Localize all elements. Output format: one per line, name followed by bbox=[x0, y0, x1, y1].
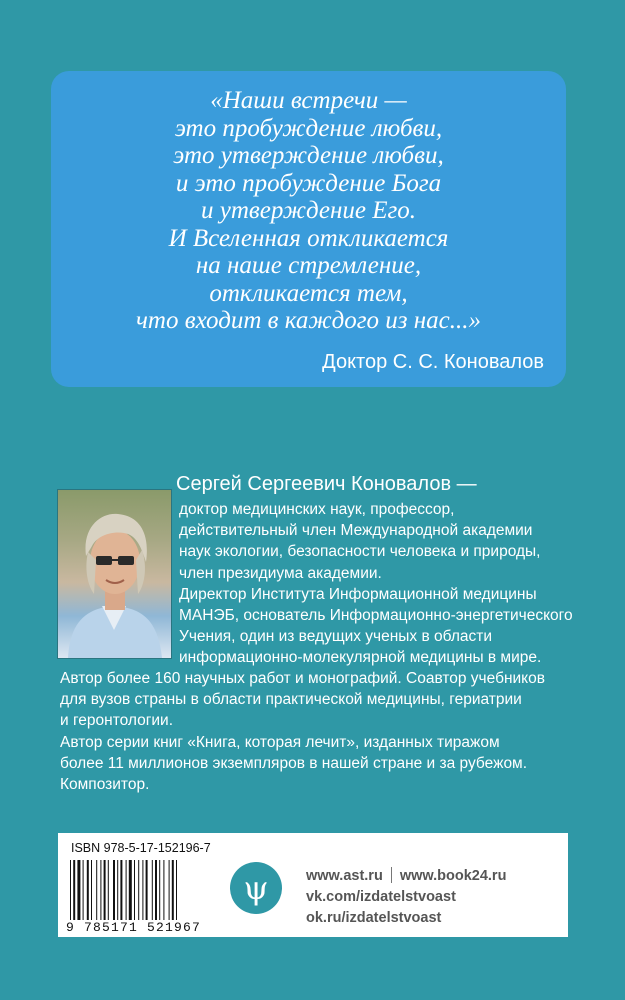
barcode-bar bbox=[163, 860, 164, 920]
barcode-bar bbox=[100, 860, 101, 920]
barcode-bar bbox=[117, 860, 118, 920]
barcode-bar bbox=[155, 860, 157, 920]
bio-line: член президиума академии. bbox=[179, 564, 382, 582]
barcode-bar bbox=[77, 860, 80, 920]
quote-line: И Вселенная откликается bbox=[168, 224, 449, 252]
quote-line: на наше стремление, bbox=[195, 252, 422, 279]
barcode-bar bbox=[83, 860, 84, 920]
link-ok[interactable]: ok.ru/izdatelstvoast bbox=[306, 910, 442, 926]
footer-band bbox=[58, 833, 568, 937]
bio-line: и геронтологии. bbox=[60, 712, 174, 730]
barcode-bar bbox=[176, 860, 177, 920]
quote-line: что входит в каждого из нас...» bbox=[135, 307, 481, 334]
bio-line: Композитор. bbox=[60, 776, 150, 794]
barcode-bar bbox=[152, 860, 153, 920]
barcode-bar bbox=[159, 860, 160, 920]
barcode-number: 9 785171 521967 bbox=[66, 920, 202, 935]
bio-line: действительный член Международной академии bbox=[179, 522, 533, 540]
quote-text bbox=[51, 87, 566, 335]
barcode-bar bbox=[96, 860, 97, 920]
quote-line: это утверждение любви, bbox=[173, 142, 444, 169]
barcode-bar bbox=[138, 860, 139, 920]
link-vk[interactable]: vk.com/izdatelstvoast bbox=[306, 889, 456, 905]
link-book24[interactable]: www.book24.ru bbox=[399, 868, 507, 884]
barcode-bar bbox=[108, 860, 109, 920]
author-name-line: Сергей Сергеевич Коновалов — bbox=[176, 473, 477, 495]
barcode-bar bbox=[134, 860, 135, 920]
bio-line: Учения, один из ведущих ученых в области bbox=[179, 628, 493, 646]
bio-line: доктор медицинских наук, профессор, bbox=[179, 501, 455, 518]
bio-line: более 11 миллионов экземпляров в нашей стране и за рубежом. bbox=[60, 754, 528, 772]
barcode-bar bbox=[91, 860, 92, 920]
bio-line: информационно-молекулярной медицины в мире. bbox=[179, 649, 542, 667]
barcode-bar bbox=[113, 860, 115, 920]
quote-line: и это пробуждение Бога bbox=[175, 169, 442, 197]
barcode-bar bbox=[87, 860, 89, 920]
bio-full-width bbox=[60, 668, 545, 795]
bio-line: МАНЭБ, основатель Информационно-энергетического bbox=[179, 607, 573, 625]
bio-right-column bbox=[179, 499, 573, 669]
bio-line: Автор серии книг «Книга, которая лечит», изданных тиражом bbox=[60, 733, 500, 751]
quote-line: откликается тем, bbox=[209, 279, 408, 307]
barcode-bar bbox=[70, 860, 71, 920]
link-ast[interactable]: www.ast.ru bbox=[306, 868, 383, 884]
barcode bbox=[70, 860, 202, 920]
barcode-bar bbox=[142, 860, 143, 920]
bio-line: наук экологии, безопасности человека и природы, bbox=[179, 543, 541, 561]
quote-author: Доктор С. С. Коновалов bbox=[322, 351, 544, 373]
barcode-bar bbox=[146, 860, 148, 920]
barcode-bar bbox=[129, 860, 132, 920]
barcode-bar bbox=[104, 860, 106, 920]
bio-line: Директор Института Информационной медицины bbox=[179, 585, 537, 603]
quote-line: «Наши встречи — bbox=[210, 87, 407, 114]
quote-line: это пробуждение любви, bbox=[174, 114, 443, 142]
bio-line: Автор более 160 научных работ и монографий. Соавтор учебников bbox=[60, 670, 545, 687]
quote-box bbox=[51, 71, 566, 387]
link-divider bbox=[391, 867, 392, 883]
quote-line: и утверждение Его. bbox=[200, 197, 417, 224]
bio-line: для вузов страны в области практической медицины, гериатрии bbox=[60, 691, 522, 709]
barcode-bar bbox=[126, 860, 127, 920]
barcode-bar bbox=[172, 860, 174, 920]
isbn-label: ISBN 978-5-17-152196-7 bbox=[71, 841, 211, 855]
publisher-logo-icon: ψ bbox=[230, 862, 282, 914]
barcode-bar bbox=[73, 860, 75, 920]
barcode-bar bbox=[169, 860, 170, 920]
publisher-links bbox=[306, 866, 506, 929]
barcode-bar bbox=[120, 860, 122, 920]
author-photo bbox=[57, 489, 172, 659]
